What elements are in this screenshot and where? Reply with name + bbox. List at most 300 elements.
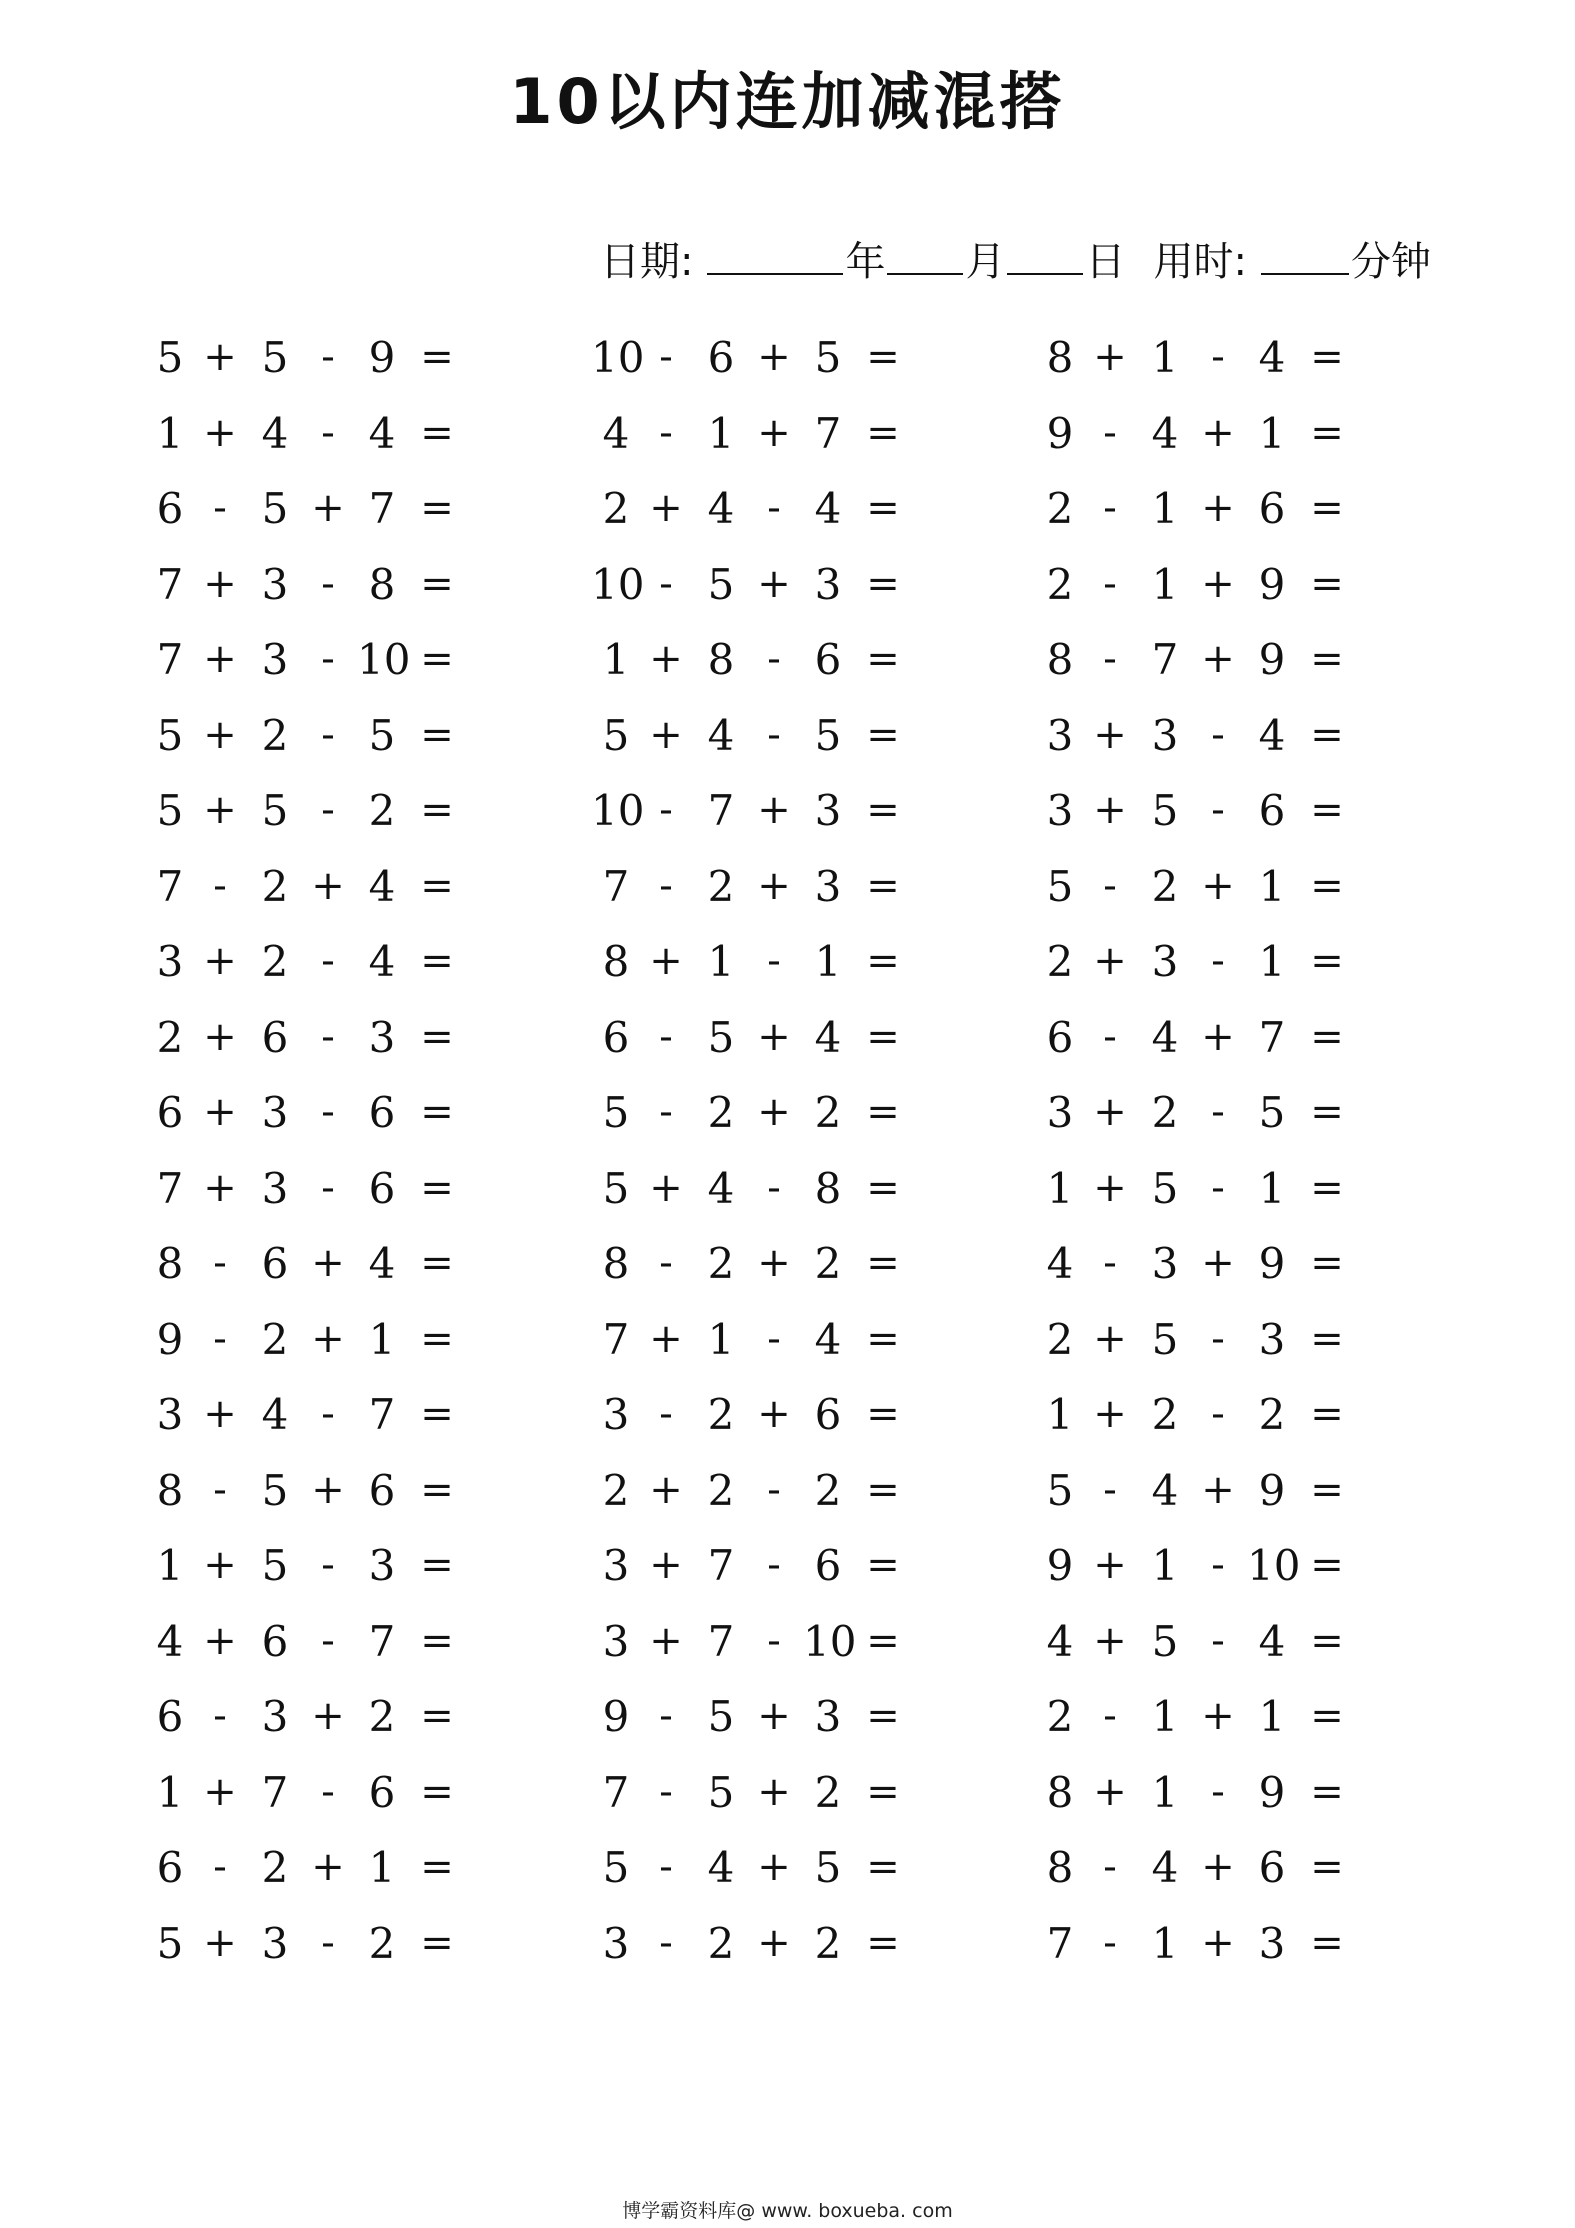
operator: =: [1310, 1617, 1344, 1664]
operand: 2: [707, 1465, 735, 1515]
worksheet-title: 10以内连加减混搭: [509, 65, 1066, 138]
operator: +: [203, 636, 237, 682]
operand: 6: [707, 333, 735, 382]
operator: +: [311, 862, 345, 909]
operator: +: [203, 334, 237, 380]
operand: 7: [602, 1767, 630, 1817]
operator: -: [1103, 485, 1117, 531]
operand: 2: [1046, 937, 1074, 986]
operator: -: [1211, 1768, 1225, 1815]
operator: +: [1093, 787, 1127, 833]
operator: -: [767, 1542, 781, 1588]
operator: -: [767, 711, 781, 758]
operand: 9: [156, 1314, 184, 1364]
operator: -: [321, 1089, 335, 1135]
operand: 5: [1151, 1314, 1179, 1364]
operand: 7: [156, 861, 184, 911]
operand: 2: [1046, 1692, 1074, 1741]
operand: 4: [707, 1843, 735, 1892]
operator: =: [866, 485, 900, 531]
operand: 3: [1151, 937, 1179, 986]
operator: =: [866, 862, 900, 909]
operator: +: [1201, 1693, 1235, 1739]
operator: =: [1310, 1844, 1344, 1890]
operand: 1: [1151, 333, 1179, 382]
operand: 1: [1151, 1541, 1179, 1590]
operator: +: [1093, 334, 1127, 380]
operand: 4: [814, 1314, 842, 1364]
operator: -: [213, 862, 227, 909]
operator: =: [420, 711, 454, 758]
operator: =: [866, 787, 900, 833]
operator: -: [1211, 787, 1225, 833]
month-blank[interactable]: [887, 237, 963, 275]
operand: 9: [1258, 635, 1286, 684]
operand: 1: [707, 408, 735, 458]
operator: =: [1310, 1919, 1344, 1966]
operand: 3: [261, 1163, 289, 1213]
operator: =: [866, 1013, 900, 1060]
operator: -: [213, 1315, 227, 1362]
operator: =: [1310, 1089, 1344, 1135]
operator: =: [866, 1240, 900, 1286]
operator: +: [203, 409, 237, 456]
operator: =: [420, 1013, 454, 1060]
operand: 3: [1258, 1918, 1286, 1968]
operator: +: [649, 938, 683, 984]
operand: 5: [156, 786, 184, 835]
operand: 7: [814, 408, 842, 458]
operand: 4: [1151, 1465, 1179, 1515]
operand: 4: [707, 1163, 735, 1213]
operand: 2: [1046, 559, 1074, 609]
operator: =: [866, 1089, 900, 1135]
operator: -: [1211, 1164, 1225, 1211]
operand: 2: [261, 710, 289, 760]
operator: +: [1093, 711, 1127, 758]
operand: 3: [814, 1692, 842, 1741]
operand: 4: [261, 408, 289, 458]
operand: 4: [368, 937, 396, 986]
operand: 2: [368, 786, 396, 835]
operator: =: [866, 409, 900, 456]
operand: 7: [707, 1616, 735, 1666]
operand: 7: [156, 559, 184, 609]
operator: =: [420, 862, 454, 909]
operator: +: [1201, 1240, 1235, 1286]
operand: 4: [1151, 1843, 1179, 1892]
operator: +: [311, 485, 345, 531]
operand: 10: [357, 635, 411, 684]
operand: 1: [1151, 559, 1179, 609]
operand: 8: [1046, 635, 1074, 684]
operator: =: [420, 1693, 454, 1739]
operand: 2: [1151, 1088, 1179, 1137]
operator: -: [1103, 1466, 1117, 1513]
operator: -: [659, 1240, 673, 1286]
operand: 1: [1151, 1767, 1179, 1817]
operand: 4: [156, 1616, 184, 1666]
operator: -: [659, 334, 673, 380]
operand: 3: [1151, 710, 1179, 760]
operator: -: [1211, 1089, 1225, 1135]
operator: =: [1310, 1391, 1344, 1437]
operator: +: [203, 1617, 237, 1664]
operator: =: [420, 636, 454, 682]
operand: 6: [156, 1843, 184, 1892]
operand: 2: [1046, 1314, 1074, 1364]
operator: =: [866, 560, 900, 607]
operand: 1: [602, 635, 630, 684]
operator: -: [767, 485, 781, 531]
operand: 4: [261, 1390, 289, 1439]
operator: -: [1103, 1844, 1117, 1890]
operand: 7: [156, 635, 184, 684]
operand: 5: [707, 559, 735, 609]
operator: +: [1093, 938, 1127, 984]
operator: -: [659, 1089, 673, 1135]
operand: 8: [1046, 333, 1074, 382]
operand: 1: [814, 937, 842, 986]
operator: +: [757, 334, 791, 380]
operand: 5: [602, 1163, 630, 1213]
operator: +: [1201, 409, 1235, 456]
operand: 5: [1151, 1163, 1179, 1213]
month-label: 月: [965, 239, 1006, 285]
operator: -: [659, 1844, 673, 1890]
operand: 6: [814, 1541, 842, 1590]
operand: 4: [1046, 1239, 1074, 1288]
operator: =: [420, 1542, 454, 1588]
operator: =: [1310, 1542, 1344, 1588]
operand: 5: [707, 1767, 735, 1817]
operator: -: [1103, 560, 1117, 607]
operator: -: [659, 1391, 673, 1437]
operand: 1: [156, 408, 184, 458]
operand: 1: [1151, 484, 1179, 533]
operand: 3: [261, 1088, 289, 1137]
operand: 9: [1046, 408, 1074, 458]
operator: +: [1093, 1089, 1127, 1135]
operator: =: [1310, 560, 1344, 607]
operand: 8: [602, 1239, 630, 1288]
operator: =: [420, 1919, 454, 1966]
operand: 7: [368, 1390, 396, 1439]
operator: -: [321, 409, 335, 456]
operand: 7: [368, 484, 396, 533]
operator: -: [321, 1391, 335, 1437]
operand: 1: [1258, 408, 1286, 458]
operand: 6: [156, 1088, 184, 1137]
operator: +: [757, 1013, 791, 1060]
minutes-label: 分钟: [1350, 239, 1431, 285]
operator: =: [866, 1617, 900, 1664]
operand: 4: [1258, 333, 1286, 382]
operator: -: [213, 485, 227, 531]
operand: 2: [261, 861, 289, 911]
operator: +: [1093, 1768, 1127, 1815]
operator: +: [203, 1089, 237, 1135]
operator: =: [420, 409, 454, 456]
operand: 6: [1258, 484, 1286, 533]
operator: -: [767, 938, 781, 984]
operator: +: [757, 1391, 791, 1437]
operator: +: [649, 485, 683, 531]
operator: +: [311, 1315, 345, 1362]
operand: 7: [368, 1616, 396, 1666]
operator: -: [659, 560, 673, 607]
operand: 7: [156, 1163, 184, 1213]
operand: 9: [1046, 1541, 1074, 1590]
operator: -: [321, 636, 335, 682]
operator: =: [866, 938, 900, 984]
operand: 2: [707, 1918, 735, 1968]
operand: 3: [368, 1541, 396, 1590]
operator: =: [866, 1768, 900, 1815]
operator: =: [866, 1919, 900, 1966]
operand: 1: [1151, 1692, 1179, 1741]
operand: 6: [368, 1088, 396, 1137]
year-blank[interactable]: [707, 237, 843, 275]
operand: 2: [261, 1843, 289, 1892]
operator: -: [1103, 1693, 1117, 1739]
operator: =: [866, 711, 900, 758]
operand: 3: [261, 1918, 289, 1968]
operator: =: [420, 938, 454, 984]
operator: =: [1310, 1466, 1344, 1513]
operator: +: [203, 1013, 237, 1060]
operand: 5: [814, 710, 842, 760]
operand: 7: [1151, 635, 1179, 684]
operator: =: [866, 1466, 900, 1513]
operator: +: [203, 560, 237, 607]
operator: -: [1211, 1542, 1225, 1588]
operand: 7: [1258, 1012, 1286, 1062]
operator: =: [1310, 1240, 1344, 1286]
operator: +: [203, 1391, 237, 1437]
operand: 5: [261, 1541, 289, 1590]
operand: 2: [156, 1012, 184, 1062]
operator: =: [866, 1844, 900, 1890]
operand: 8: [1046, 1843, 1074, 1892]
operand: 1: [1258, 1163, 1286, 1213]
operand: 5: [1151, 1616, 1179, 1666]
date-label: 日期:: [600, 239, 694, 285]
operand: 3: [602, 1616, 630, 1666]
operator: +: [757, 1919, 791, 1966]
operator: -: [1103, 409, 1117, 456]
operand: 6: [261, 1012, 289, 1062]
operand: 5: [1046, 861, 1074, 911]
operand: 6: [814, 635, 842, 684]
operand: 7: [707, 1541, 735, 1590]
operand: 8: [707, 635, 735, 684]
operand: 2: [602, 484, 630, 533]
operand: 2: [261, 1314, 289, 1364]
operator: -: [213, 1466, 227, 1513]
operator: -: [1211, 334, 1225, 380]
operator: -: [767, 1466, 781, 1513]
operand: 5: [261, 333, 289, 382]
operand: 3: [1046, 1088, 1074, 1137]
operator: +: [311, 1240, 345, 1286]
operator: +: [757, 787, 791, 833]
operand: 2: [814, 1088, 842, 1137]
operand: 1: [707, 937, 735, 986]
operator: +: [757, 1089, 791, 1135]
operator: +: [203, 1768, 237, 1815]
operator: +: [1201, 862, 1235, 909]
operand: 3: [602, 1390, 630, 1439]
operand: 3: [814, 861, 842, 911]
operand: 5: [707, 1692, 735, 1741]
operand: 1: [156, 1767, 184, 1817]
operand: 2: [1151, 1390, 1179, 1439]
operand: 4: [1151, 1012, 1179, 1062]
operand: 5: [814, 333, 842, 382]
operand: 10: [803, 1616, 857, 1666]
operator: =: [1310, 1315, 1344, 1362]
day-blank[interactable]: [1007, 237, 1083, 275]
operator: -: [659, 787, 673, 833]
operator: =: [1310, 636, 1344, 682]
footer-watermark: 博学霸资料库@ www. boxueba. com: [622, 2200, 953, 2222]
operand: 5: [156, 333, 184, 382]
operator: -: [1211, 1315, 1225, 1362]
operator: =: [1310, 334, 1344, 380]
operator: -: [321, 1919, 335, 1966]
operator: -: [321, 1617, 335, 1664]
operand: 3: [1046, 710, 1074, 760]
operand: 5: [1046, 1465, 1074, 1515]
operand: 5: [602, 1843, 630, 1892]
operator: -: [1211, 711, 1225, 758]
operator: +: [1201, 1919, 1235, 1966]
operand: 4: [814, 1012, 842, 1062]
operand: 1: [368, 1843, 396, 1892]
operand: 1: [707, 1314, 735, 1364]
operator: +: [1093, 1617, 1127, 1664]
operator: +: [649, 1164, 683, 1211]
operator: +: [203, 787, 237, 833]
operand: 4: [1151, 408, 1179, 458]
operator: =: [420, 1315, 454, 1362]
operator: -: [321, 1768, 335, 1815]
operator: +: [649, 636, 683, 682]
operator: +: [649, 711, 683, 758]
operand: 6: [1258, 786, 1286, 835]
operator: -: [1211, 1391, 1225, 1437]
operand: 9: [1258, 1465, 1286, 1515]
operator: =: [420, 1617, 454, 1664]
operator: =: [1310, 409, 1344, 456]
operator: +: [757, 409, 791, 456]
operand: 6: [368, 1163, 396, 1213]
operand: 1: [156, 1541, 184, 1590]
operator: +: [649, 1542, 683, 1588]
operator: -: [321, 334, 335, 380]
operand: 4: [814, 484, 842, 533]
operator: -: [659, 409, 673, 456]
operand: 9: [1258, 1239, 1286, 1288]
operator: -: [767, 1617, 781, 1664]
operand: 5: [156, 710, 184, 760]
operator: +: [649, 1466, 683, 1513]
operator: -: [1103, 636, 1117, 682]
operand: 3: [1151, 1239, 1179, 1288]
operator: +: [1093, 1542, 1127, 1588]
operator: +: [203, 938, 237, 984]
operand: 2: [368, 1918, 396, 1968]
operator: +: [649, 1617, 683, 1664]
operator: -: [659, 1768, 673, 1815]
operator: =: [420, 1391, 454, 1437]
operator: -: [321, 560, 335, 607]
operand: 2: [261, 937, 289, 986]
operand: 10: [591, 559, 645, 609]
operand: 8: [1046, 1767, 1074, 1817]
operand: 2: [707, 861, 735, 911]
operand: 10: [591, 786, 645, 835]
operand: 5: [156, 1918, 184, 1968]
operand: 6: [261, 1616, 289, 1666]
operator: =: [1310, 711, 1344, 758]
operator: =: [420, 1240, 454, 1286]
operator: +: [203, 711, 237, 758]
operator: -: [1211, 1617, 1225, 1664]
operator: -: [659, 1919, 673, 1966]
operator: +: [1201, 1466, 1235, 1513]
operator: +: [1093, 1391, 1127, 1437]
operand: 2: [707, 1390, 735, 1439]
operand: 2: [707, 1239, 735, 1288]
operator: =: [420, 1164, 454, 1211]
operator: =: [420, 787, 454, 833]
operand: 6: [814, 1390, 842, 1439]
minutes-blank[interactable]: [1261, 237, 1349, 275]
operator: =: [1310, 938, 1344, 984]
operand: 4: [368, 1239, 396, 1288]
operand: 9: [602, 1692, 630, 1741]
operator: =: [420, 334, 454, 380]
operand: 3: [602, 1918, 630, 1968]
operand: 8: [156, 1465, 184, 1515]
operand: 6: [261, 1239, 289, 1288]
operator: -: [213, 1844, 227, 1890]
operator: +: [203, 1542, 237, 1588]
operator: -: [321, 1013, 335, 1060]
operator: +: [1093, 1315, 1127, 1362]
operand: 6: [368, 1465, 396, 1515]
operand: 7: [1046, 1918, 1074, 1968]
operator: =: [1310, 1693, 1344, 1739]
operator: -: [321, 938, 335, 984]
operand: 7: [261, 1767, 289, 1817]
operand: 2: [1151, 861, 1179, 911]
operand: 3: [1046, 786, 1074, 835]
operator: +: [311, 1466, 345, 1513]
operator: +: [757, 560, 791, 607]
operand: 9: [1258, 559, 1286, 609]
operand: 2: [602, 1465, 630, 1515]
operator: =: [866, 1391, 900, 1437]
operator: =: [420, 1768, 454, 1815]
operator: +: [757, 862, 791, 909]
operator: =: [866, 1315, 900, 1362]
operator: =: [866, 636, 900, 682]
operand: 3: [368, 1012, 396, 1062]
year-label: 年: [845, 239, 886, 285]
